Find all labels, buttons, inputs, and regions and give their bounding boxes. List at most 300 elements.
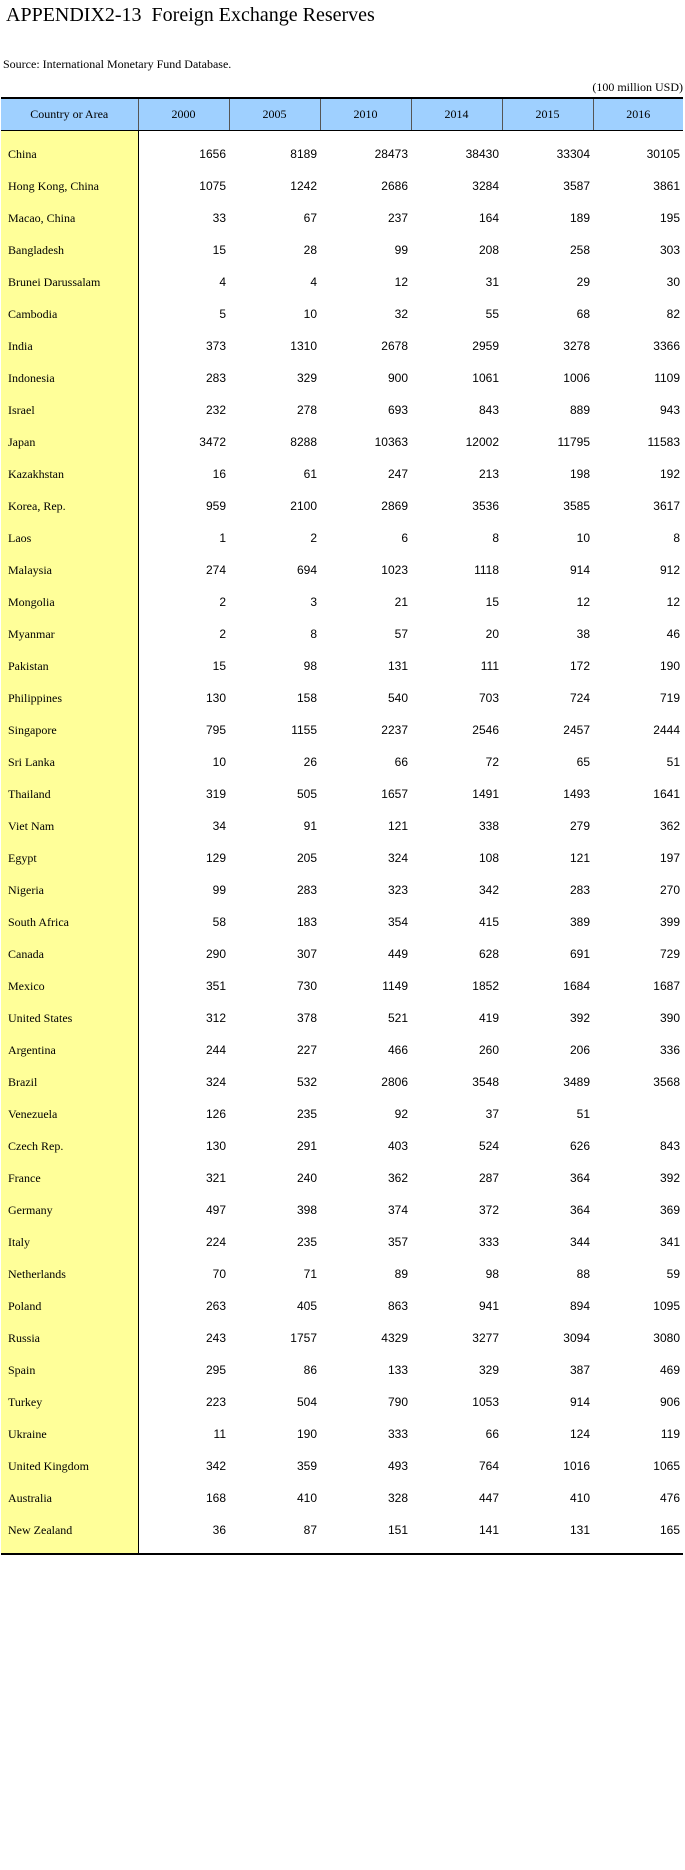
- table-row: [1, 522, 683, 554]
- value-cell: 279: [569, 819, 590, 833]
- value-cell: 232: [205, 403, 226, 417]
- value-cell: 235: [296, 1107, 317, 1121]
- value-cell: 2100: [290, 499, 317, 513]
- table-row: [1, 746, 683, 778]
- value-cell: 941: [478, 1299, 499, 1313]
- value-cell: 1155: [291, 723, 317, 737]
- table-row: [1, 586, 683, 618]
- country-name: Myanmar: [1, 618, 138, 650]
- header-year: 2016: [593, 98, 683, 131]
- country-name: Italy: [1, 1226, 138, 1258]
- value-cell: 540: [387, 691, 408, 705]
- value-cell: 71: [303, 1267, 317, 1281]
- value-cell: 30105: [646, 147, 680, 161]
- value-cell: 92: [394, 1107, 408, 1121]
- value-cell: 328: [387, 1491, 408, 1505]
- country-name: Singapore: [1, 714, 138, 746]
- value-cell: 68: [576, 307, 590, 321]
- country-name: Ukraine: [1, 1418, 138, 1450]
- value-cell: 283: [296, 883, 317, 897]
- value-cell: 626: [569, 1139, 590, 1153]
- value-cell: 21: [394, 595, 408, 609]
- value-cell: 410: [569, 1491, 590, 1505]
- value-cell: 900: [387, 371, 408, 385]
- value-cell: 237: [387, 211, 408, 225]
- value-cell: 1757: [290, 1331, 317, 1345]
- value-cell: 26: [303, 755, 317, 769]
- value-cell: 88: [576, 1267, 590, 1281]
- value-cell: 329: [478, 1363, 499, 1377]
- value-cell: 943: [659, 403, 680, 417]
- value-cell: 1095: [653, 1299, 680, 1313]
- value-cell: 724: [569, 691, 590, 705]
- value-cell: 2: [219, 627, 226, 641]
- country-name: Indonesia: [1, 362, 138, 394]
- value-cell: 843: [478, 403, 499, 417]
- value-cell: 3472: [199, 435, 226, 449]
- country-name: Korea, Rep.: [1, 490, 138, 522]
- value-cell: 790: [387, 1395, 408, 1409]
- country-name: Laos: [1, 522, 138, 554]
- table-row: [1, 1066, 683, 1098]
- spacer-cell: [138, 1546, 683, 1554]
- country-name: Nigeria: [1, 874, 138, 906]
- header-row: [1, 98, 683, 131]
- spacer-cell: [1, 131, 138, 139]
- value-cell: 12: [394, 275, 408, 289]
- value-cell: 243: [205, 1331, 226, 1345]
- value-cell: 906: [659, 1395, 680, 1409]
- value-cell: 369: [659, 1203, 680, 1217]
- value-cell: 1493: [563, 787, 590, 801]
- value-cell: 15: [485, 595, 499, 609]
- value-cell: 108: [478, 851, 499, 865]
- value-cell: 70: [212, 1267, 226, 1281]
- table-row: [1, 138, 683, 170]
- value-cell: 2444: [653, 723, 680, 737]
- value-cell: 235: [296, 1235, 317, 1249]
- value-cell: 10: [303, 307, 317, 321]
- value-cell: 447: [478, 1491, 499, 1505]
- value-cell: 37: [485, 1107, 499, 1121]
- country-name: Spain: [1, 1354, 138, 1386]
- value-cell: 364: [569, 1171, 590, 1185]
- value-cell: 1491: [472, 787, 499, 801]
- country-name: Japan: [1, 426, 138, 458]
- value-cell: 121: [569, 851, 590, 865]
- table-row: [1, 458, 683, 490]
- value-cell: 278: [296, 403, 317, 417]
- value-cell: 342: [478, 883, 499, 897]
- value-cell: 224: [205, 1235, 226, 1249]
- value-cell: 959: [205, 499, 226, 513]
- value-cell: 914: [569, 1395, 590, 1409]
- spacer-cell: [1, 1546, 138, 1554]
- value-cell: 129: [205, 851, 226, 865]
- value-cell: 51: [576, 1107, 590, 1121]
- reserves-table: [1, 97, 683, 1555]
- value-cell: 151: [387, 1523, 408, 1537]
- value-cell: 244: [205, 1043, 226, 1057]
- value-cell: 914: [569, 563, 590, 577]
- country-name: Cambodia: [1, 298, 138, 330]
- value-cell: 206: [569, 1043, 590, 1057]
- value-cell: 693: [387, 403, 408, 417]
- country-name: Pakistan: [1, 650, 138, 682]
- value-cell: 6: [401, 531, 408, 545]
- value-cell: 11795: [557, 435, 590, 449]
- table-row: [1, 202, 683, 234]
- table-row: [1, 1450, 683, 1482]
- value-cell: 1687: [653, 979, 680, 993]
- value-cell: 12: [576, 595, 590, 609]
- value-cell: 141: [478, 1523, 499, 1537]
- value-cell: 72: [485, 755, 499, 769]
- value-cell: 65: [576, 755, 590, 769]
- value-cell: 3080: [653, 1331, 680, 1345]
- value-cell: 91: [303, 819, 317, 833]
- value-cell: 323: [387, 883, 408, 897]
- value-cell: 1242: [290, 179, 317, 193]
- value-cell: 28473: [374, 147, 408, 161]
- value-cell: 1053: [472, 1395, 499, 1409]
- table-row: [1, 778, 683, 810]
- value-cell: 28: [303, 243, 317, 257]
- value-cell: 205: [296, 851, 317, 865]
- value-cell: 240: [296, 1171, 317, 1185]
- country-name: Kazakhstan: [1, 458, 138, 490]
- table-row: [1, 938, 683, 970]
- table-row: [1, 874, 683, 906]
- table-row: [1, 1130, 683, 1162]
- value-cell: 1310: [290, 339, 317, 353]
- value-cell: 130: [205, 691, 226, 705]
- value-cell: 12: [666, 595, 680, 609]
- value-cell: 33: [212, 211, 226, 225]
- value-cell: 3585: [563, 499, 590, 513]
- value-cell: 691: [569, 947, 590, 961]
- country-name: Malaysia: [1, 554, 138, 586]
- value-cell: 121: [387, 819, 408, 833]
- country-name: Mexico: [1, 970, 138, 1002]
- country-name: Mongolia: [1, 586, 138, 618]
- value-cell: 1065: [653, 1459, 680, 1473]
- value-cell: 1023: [381, 563, 408, 577]
- value-cell: 287: [478, 1171, 499, 1185]
- value-cell: 158: [296, 691, 317, 705]
- value-cell: 223: [205, 1395, 226, 1409]
- country-name: Russia: [1, 1322, 138, 1354]
- value-cell: 336: [659, 1043, 680, 1057]
- value-cell: 30: [666, 275, 680, 289]
- table-row: [1, 1290, 683, 1322]
- value-cell: 2686: [381, 179, 408, 193]
- value-cell: 32: [394, 307, 408, 321]
- value-cell: 324: [387, 851, 408, 865]
- value-cell: 164: [478, 211, 499, 225]
- value-cell: 4: [219, 275, 226, 289]
- country-name: India: [1, 330, 138, 362]
- value-cell: 66: [394, 755, 408, 769]
- value-cell: 46: [666, 627, 680, 641]
- value-cell: 98: [303, 659, 317, 673]
- table-row: [1, 426, 683, 458]
- value-cell: 729: [659, 947, 680, 961]
- country-name: Netherlands: [1, 1258, 138, 1290]
- value-cell: 374: [387, 1203, 408, 1217]
- value-cell: 260: [478, 1043, 499, 1057]
- country-name: Bangladesh: [1, 234, 138, 266]
- value-cell: 398: [296, 1203, 317, 1217]
- value-cell: 795: [205, 723, 226, 737]
- country-name: New Zealand: [1, 1514, 138, 1546]
- value-cell: 8: [673, 531, 680, 545]
- value-cell: 3548: [472, 1075, 499, 1089]
- value-cell: 190: [659, 659, 680, 673]
- value-cell: 263: [205, 1299, 226, 1313]
- value-cell: 354: [387, 915, 408, 929]
- table-row: [1, 1194, 683, 1226]
- value-cell: 5: [219, 307, 226, 321]
- value-cell: 889: [569, 403, 590, 417]
- value-cell: 403: [387, 1139, 408, 1153]
- value-cell: 532: [296, 1075, 317, 1089]
- table-row: [1, 394, 683, 426]
- value-cell: 213: [478, 467, 499, 481]
- value-cell: 378: [296, 1011, 317, 1025]
- value-cell: 270: [659, 883, 680, 897]
- value-cell: 55: [485, 307, 499, 321]
- table-row: [1, 1162, 683, 1194]
- value-cell: 1075: [199, 179, 226, 193]
- value-cell: 190: [296, 1427, 317, 1441]
- header-year: 2005: [229, 98, 320, 131]
- value-cell: 8189: [290, 147, 317, 161]
- value-cell: 29: [576, 275, 590, 289]
- value-cell: 2678: [381, 339, 408, 353]
- country-name: Turkey: [1, 1386, 138, 1418]
- value-cell: 373: [205, 339, 226, 353]
- unit-note: (100 million USD): [592, 80, 683, 94]
- table-row: [1, 650, 683, 682]
- country-name: Poland: [1, 1290, 138, 1322]
- value-cell: 208: [478, 243, 499, 257]
- value-cell: 319: [205, 787, 226, 801]
- spacer-cell: [138, 131, 683, 139]
- value-cell: 51: [666, 755, 680, 769]
- value-cell: 1016: [563, 1459, 590, 1473]
- value-cell: 291: [296, 1139, 317, 1153]
- value-cell: 3861: [653, 179, 680, 193]
- value-cell: 324: [205, 1075, 226, 1089]
- value-cell: 20: [485, 627, 499, 641]
- value-cell: 274: [205, 563, 226, 577]
- value-cell: 89: [394, 1267, 408, 1281]
- value-cell: 2457: [563, 723, 590, 737]
- value-cell: 31: [485, 275, 499, 289]
- table-row: [1, 266, 683, 298]
- value-cell: 730: [296, 979, 317, 993]
- value-cell: 333: [478, 1235, 499, 1249]
- value-cell: 2546: [472, 723, 499, 737]
- value-cell: 628: [478, 947, 499, 961]
- value-cell: 133: [387, 1363, 408, 1377]
- value-cell: 183: [296, 915, 317, 929]
- value-cell: 321: [205, 1171, 226, 1185]
- value-cell: 111: [480, 659, 499, 673]
- value-cell: 415: [478, 915, 499, 929]
- value-cell: 505: [296, 787, 317, 801]
- value-cell: 1657: [381, 787, 408, 801]
- value-cell: 1641: [653, 787, 680, 801]
- table-row: [1, 682, 683, 714]
- country-name: Germany: [1, 1194, 138, 1226]
- table-row: [1, 618, 683, 650]
- value-cell: 1109: [654, 371, 680, 385]
- value-cell: 2959: [472, 339, 499, 353]
- value-cell: 2237: [381, 723, 408, 737]
- value-cell: 10363: [374, 435, 408, 449]
- value-cell: 98: [485, 1267, 499, 1281]
- value-cell: 10: [576, 531, 590, 545]
- value-cell: 227: [296, 1043, 317, 1057]
- value-cell: 33304: [556, 147, 590, 161]
- value-cell: 3568: [653, 1075, 680, 1089]
- value-cell: 1: [219, 531, 226, 545]
- value-cell: 344: [569, 1235, 590, 1249]
- table-row: [1, 1002, 683, 1034]
- value-cell: 192: [659, 467, 680, 481]
- value-cell: 15: [212, 243, 226, 257]
- value-cell: 61: [303, 467, 317, 481]
- table-row: [1, 1482, 683, 1514]
- table-row: [1, 298, 683, 330]
- country-name: France: [1, 1162, 138, 1194]
- value-cell: 36: [212, 1523, 226, 1537]
- value-cell: 198: [569, 467, 590, 481]
- table-row: [1, 330, 683, 362]
- value-cell: 126: [205, 1107, 226, 1121]
- value-cell: 283: [205, 371, 226, 385]
- value-cell: 497: [205, 1203, 226, 1217]
- value-cell: 466: [387, 1043, 408, 1057]
- value-cell: 1149: [382, 979, 408, 993]
- value-cell: 283: [569, 883, 590, 897]
- value-cell: 3: [310, 595, 317, 609]
- value-cell: 197: [659, 851, 680, 865]
- value-cell: 3617: [653, 499, 680, 513]
- country-name: Argentina: [1, 1034, 138, 1066]
- value-cell: 2: [219, 595, 226, 609]
- value-cell: 1061: [472, 371, 499, 385]
- value-cell: 99: [394, 243, 408, 257]
- value-cell: 912: [659, 563, 680, 577]
- value-cell: 86: [303, 1363, 317, 1377]
- value-cell: 359: [296, 1459, 317, 1473]
- value-cell: 338: [478, 819, 499, 833]
- value-cell: 3587: [563, 179, 590, 193]
- value-cell: 333: [387, 1427, 408, 1441]
- value-cell: 329: [296, 371, 317, 385]
- table-row: [1, 1322, 683, 1354]
- source-note: Source: International Monetary Fund Database.: [3, 57, 232, 71]
- value-cell: 11583: [647, 435, 680, 449]
- value-cell: 694: [296, 563, 317, 577]
- table-body: [1, 131, 683, 1555]
- value-cell: 392: [659, 1171, 680, 1185]
- value-cell: 12002: [465, 435, 499, 449]
- header-year: 2010: [320, 98, 411, 131]
- value-cell: 764: [478, 1459, 499, 1473]
- value-cell: 1118: [474, 563, 499, 577]
- value-cell: 195: [659, 211, 680, 225]
- country-name: Macao, China: [1, 202, 138, 234]
- country-name: Brunei Darussalam: [1, 266, 138, 298]
- country-name: Hong Kong, China: [1, 170, 138, 202]
- value-cell: 99: [212, 883, 226, 897]
- value-cell: 521: [387, 1011, 408, 1025]
- table-row: [1, 970, 683, 1002]
- value-cell: 1852: [472, 979, 499, 993]
- table-row: [1, 1258, 683, 1290]
- value-cell: 387: [569, 1363, 590, 1377]
- country-name: Thailand: [1, 778, 138, 810]
- value-cell: 389: [569, 915, 590, 929]
- value-cell: 703: [478, 691, 499, 705]
- value-cell: 15: [212, 659, 226, 673]
- value-cell: 87: [303, 1523, 317, 1537]
- value-cell: 247: [387, 467, 408, 481]
- country-name: Canada: [1, 938, 138, 970]
- table-row: [1, 362, 683, 394]
- value-cell: 168: [205, 1491, 226, 1505]
- value-cell: 4: [310, 275, 317, 289]
- value-cell: 307: [296, 947, 317, 961]
- value-cell: 58: [212, 915, 226, 929]
- page-title: APPENDIX2-13 Foreign Exchange Reserves: [6, 4, 375, 26]
- country-name: Czech Rep.: [1, 1130, 138, 1162]
- value-cell: 410: [296, 1491, 317, 1505]
- value-cell: 67: [303, 211, 317, 225]
- value-cell: 59: [666, 1267, 680, 1281]
- value-cell: 295: [205, 1363, 226, 1377]
- table-row: [1, 490, 683, 522]
- value-cell: 469: [659, 1363, 680, 1377]
- value-cell: 119: [660, 1427, 680, 1441]
- value-cell: 38430: [465, 147, 499, 161]
- header-year: 2014: [411, 98, 502, 131]
- value-cell: 38: [576, 627, 590, 641]
- value-cell: 449: [387, 947, 408, 961]
- value-cell: 124: [569, 1427, 590, 1441]
- value-cell: 3284: [472, 179, 499, 193]
- value-cell: 290: [205, 947, 226, 961]
- country-name: Venezuela: [1, 1098, 138, 1130]
- table-row: [1, 1354, 683, 1386]
- value-cell: 341: [659, 1235, 680, 1249]
- value-cell: 524: [478, 1139, 499, 1153]
- value-cell: 2806: [381, 1075, 408, 1089]
- country-name: South Africa: [1, 906, 138, 938]
- value-cell: 843: [659, 1139, 680, 1153]
- value-cell: 16: [212, 467, 226, 481]
- value-cell: 34: [212, 819, 226, 833]
- value-cell: 364: [569, 1203, 590, 1217]
- country-name: Viet Nam: [1, 810, 138, 842]
- value-cell: 66: [485, 1427, 499, 1441]
- table-row: [1, 170, 683, 202]
- table-row: [1, 906, 683, 938]
